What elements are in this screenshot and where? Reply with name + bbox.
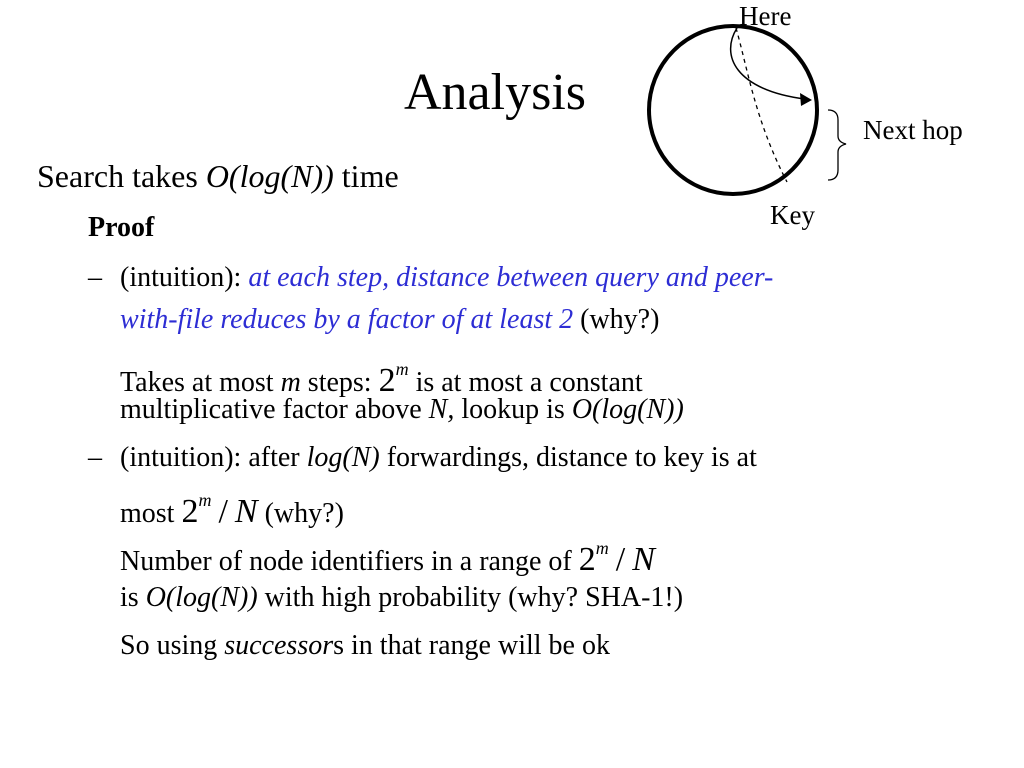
math-exp-2: m bbox=[198, 490, 212, 510]
dashed-line bbox=[736, 28, 787, 182]
item5-text-a: is bbox=[120, 582, 146, 613]
math-base: 2 bbox=[378, 362, 396, 399]
item1-blue1: at each step, distance between query and peer- bbox=[248, 262, 774, 293]
dash-icon-2: – bbox=[88, 442, 102, 473]
math-base-2: 2 bbox=[181, 493, 199, 530]
item2-text-d: multiplicative factor above bbox=[120, 394, 429, 425]
key-label: Key bbox=[770, 200, 815, 230]
item6-text-c: s in that range will be ok bbox=[333, 630, 610, 661]
item5-text-c: with high probability (why? SHA-1!) bbox=[257, 582, 684, 613]
math-slash-2: / bbox=[615, 541, 626, 578]
item1-plain: (intuition): bbox=[120, 262, 249, 293]
main-bullet bbox=[37, 155, 399, 197]
math-2m-over-n-a bbox=[181, 490, 258, 530]
item3-text-c: forwardings, distance to key is at bbox=[379, 442, 757, 473]
item2-text-b: steps: bbox=[300, 367, 379, 398]
item4-text: Number of node identifiers in a range of bbox=[120, 546, 579, 577]
math-exp: m bbox=[395, 359, 409, 379]
item5-olog: O(log(N)) bbox=[145, 582, 258, 613]
item6-text-a: So using bbox=[120, 630, 225, 661]
main-bullet-prefix: Search takes bbox=[37, 158, 206, 194]
item2-text-a: Takes at most bbox=[120, 367, 281, 398]
item3-most: most bbox=[120, 498, 182, 529]
item2-n: N, bbox=[428, 394, 455, 425]
item6-successor: successor bbox=[224, 630, 334, 661]
item3-text-a: (intuition): after bbox=[120, 442, 307, 473]
item2-text-c: is at most a constant bbox=[408, 367, 643, 398]
math-exp-3: m bbox=[595, 538, 609, 558]
item2-m: m bbox=[280, 367, 301, 398]
slide-title: Analysis bbox=[404, 64, 586, 121]
item3-why: (why?) bbox=[257, 498, 344, 529]
here-label: Here bbox=[739, 1, 792, 31]
item1-plain2: (why?) bbox=[573, 304, 660, 335]
proof-heading: Proof bbox=[88, 212, 155, 243]
math-2m-over-n-b bbox=[578, 538, 655, 578]
main-bullet-emph: O(log(N)) bbox=[205, 158, 334, 194]
math-base-3: 2 bbox=[578, 541, 596, 578]
item5-line bbox=[120, 578, 683, 618]
math-n-2: N bbox=[632, 541, 655, 578]
arrow-head-icon bbox=[800, 93, 812, 106]
item6-line bbox=[120, 626, 610, 666]
item2-olog: O(log(N)) bbox=[571, 394, 684, 425]
item1-line2 bbox=[120, 300, 659, 340]
item4-line bbox=[120, 528, 655, 582]
math-n: N bbox=[234, 493, 258, 530]
next-hop-arrow bbox=[731, 28, 805, 99]
ring-circle bbox=[649, 26, 817, 194]
item3-line1 bbox=[120, 438, 757, 478]
next-hop-label: Next hop bbox=[863, 115, 963, 145]
brace-icon bbox=[828, 110, 846, 180]
main-bullet-suffix: time bbox=[333, 158, 399, 194]
item3-logn: log(N) bbox=[306, 442, 380, 473]
item1-line1 bbox=[120, 258, 773, 298]
item2-text-e: lookup is bbox=[454, 394, 572, 425]
item1-blue2: with-file reduces by a factor of at least 2 bbox=[120, 304, 574, 335]
dash-icon: – bbox=[88, 262, 102, 293]
item2-line2 bbox=[120, 390, 684, 430]
item3-line2 bbox=[120, 480, 344, 534]
math-slash: / bbox=[218, 493, 228, 530]
